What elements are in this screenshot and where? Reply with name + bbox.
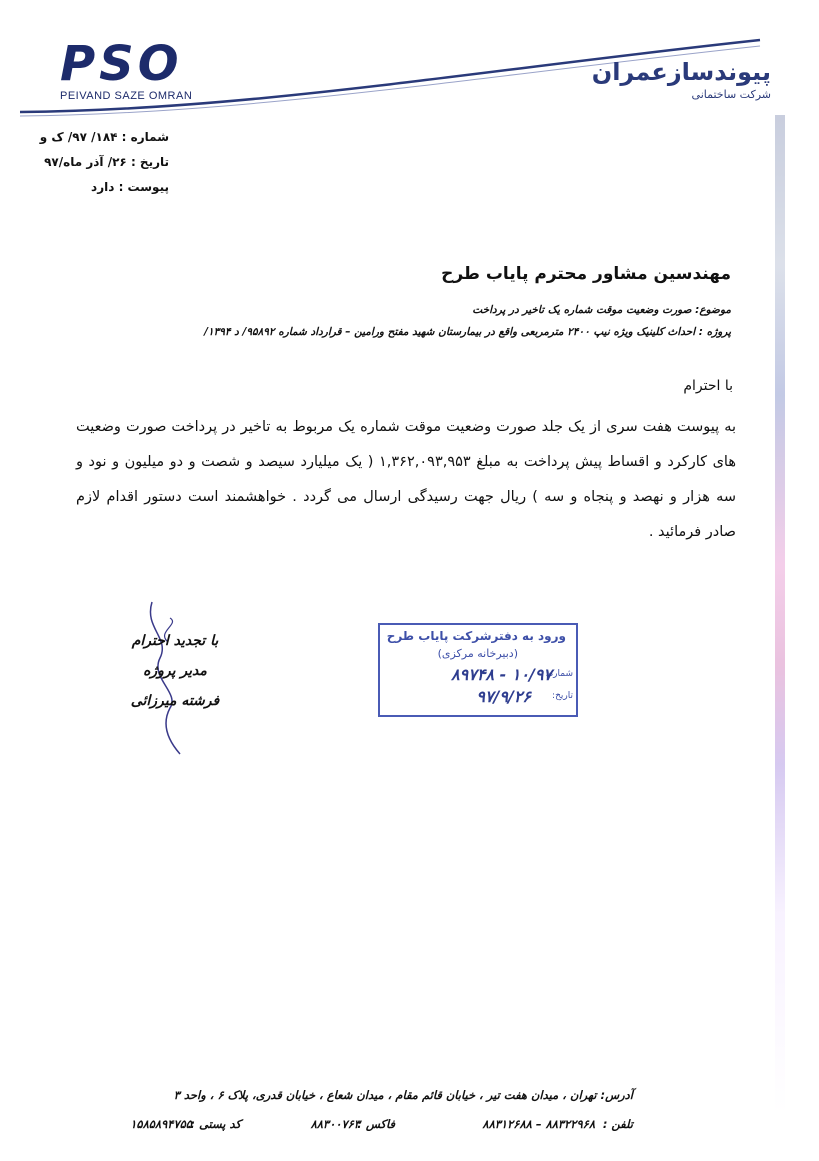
- brand-subtitle-fa: شرکت ساختمانی: [691, 88, 771, 101]
- stamp-subtitle: (دبیرخانه مرکزی): [437, 647, 518, 660]
- number-label: شماره :: [121, 130, 169, 144]
- addressee: مهندسین مشاور محترم پایاب طرح: [441, 264, 731, 284]
- brand-name-fa: پیوندسازعمران: [591, 58, 771, 86]
- logo-text: PSO: [60, 36, 183, 92]
- footer-postal-value: ۱۵۸۵۸۹۴۷۵۵: [130, 1117, 192, 1131]
- brand-fa: [592, 58, 771, 101]
- logo-subtitle: PEIVAND SAZE OMRAN: [60, 90, 193, 102]
- scan-color-strip: [775, 115, 785, 1115]
- stamp-date-label: تاریخ:: [552, 691, 573, 701]
- signature-line-2: مدیر پروژه: [143, 663, 207, 679]
- stamp-number-label: شماره:: [545, 669, 573, 679]
- salutation: با احترام: [683, 378, 733, 394]
- attachment-value: دارد: [91, 180, 115, 194]
- company-logo: [60, 36, 193, 102]
- footer-postal-label: کد پستی :: [190, 1117, 241, 1131]
- footer-fax-label: فاکس :: [357, 1117, 395, 1131]
- signature-line-3: فرشته میرزائی: [130, 693, 220, 709]
- footer-address: آدرس: تهران ، میدان هفت تیر ، خیابان قائم مقام ، میدان شعاع ، خیابان قدری، پلاک ۶ ، واحد ۳: [173, 1088, 633, 1102]
- meta-number: [29, 130, 169, 144]
- footer-phone-label: تلفن :: [602, 1117, 633, 1131]
- letter-body: به پیوست هفت سری از یک جلد صورت وضعیت موقت شماره یک مربوط به تاخیر در پرداخت صورت وضعیت های کارکرد و اقساط پیش پرداخت به مبلغ ۱,۳۶۲,۰۹۳,۹۵۳ ( یک میلیارد سیصد و شصت و دو میلیون و نود و سه هزار و نهصد و پنجاه و سه ) ریال جهت رسیدگی ارسال می گردد . خواهشمند است دستور اقدام لازم صادر فرمائید .: [76, 419, 736, 540]
- footer-fax-value: ۸۸۳۰۰۷۶۳: [310, 1117, 360, 1131]
- stamp-date-value: ۹۷/۹/۲۶: [476, 687, 531, 706]
- date-value: ۲۶/ آذر ماه/۹۷: [44, 155, 127, 169]
- receipt-stamp: [378, 623, 578, 717]
- signature-line-1: با تجدید احترام: [131, 633, 219, 649]
- footer-phone-value: ۸۸۳۱۲۶۸۸ – ۸۸۳۲۲۹۶۸: [482, 1117, 595, 1131]
- number-value: ۱۸۴/ ۹۷/ ک و: [39, 130, 118, 144]
- project-line: پروژه : احداث کلینیک ویژه نیپ ۲۴۰۰ مترمربعی واقع در بیمارستان شهید مفتح ورامین – قرارداد شماره ۹۵۸۹۲/ د ۱۳۹۴/: [204, 326, 731, 338]
- attachment-label: پیوست :: [118, 180, 169, 194]
- meta-attachment: [29, 180, 169, 194]
- stamp-number-value: ۱۰/۹۷ - ۸۹۷۴۸: [451, 665, 552, 684]
- date-label: تاریخ :: [130, 155, 169, 169]
- signature-block: [110, 626, 240, 716]
- stamp-title: ورود به دفترشرکت پایاب طرح: [386, 629, 566, 643]
- meta-date: [29, 155, 169, 169]
- subject-line: موضوع: صورت وضعیت موقت شماره یک تاخیر در پرداخت: [472, 304, 731, 316]
